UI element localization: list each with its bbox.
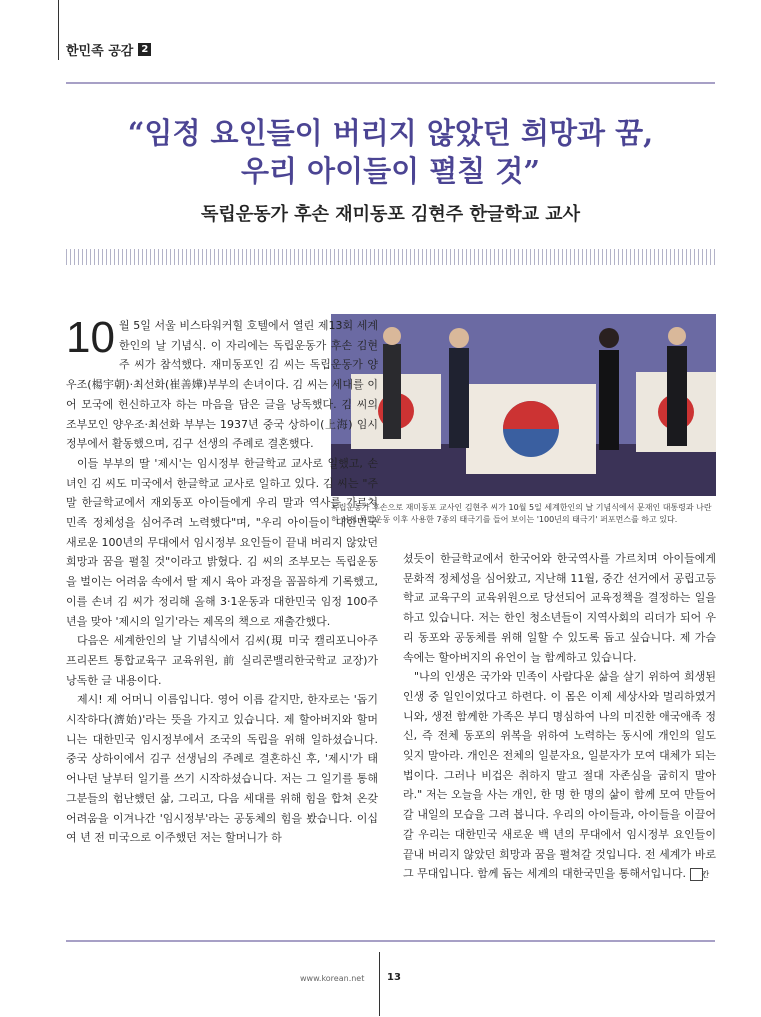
title-line-1: “임정 요인들이 버리지 않았던 희망과 꿈, xyxy=(127,116,654,150)
header-vertical-line xyxy=(58,0,59,60)
article-column-2 xyxy=(403,549,716,884)
section-number: 2 xyxy=(138,43,151,56)
title-line-2: 우리 아이들이 펼칠 것” xyxy=(240,154,541,188)
paragraph-5: 셨듯이 한글학교에서 한국어와 한국역사를 가르치며 아이들에게 문화적 정체성을 심어왔고, 지난해 11월, 중간 선거에서 공립고등학교 교육구의 교육위원으로 당선되어 교육정책을 결정하는 일을 하고 있습니다. 저는 한인 청소년들이 지역사회의 리더가 되어 우리 동포와 공동체를 위해 일할 수 있도록 돕고 싶습니다. 제 가슴 속에는 할아버지의 유언이 늘 함께하고 있습니다. xyxy=(403,552,716,664)
paragraph-1 xyxy=(66,313,378,454)
paragraph-4: 제시! 제 어머니 이름입니다. 영어 이름 같지만, 한자로는 '돕기 시작하다(濟始)'라는 뜻을 가지고 있습니다. 제 할아버지와 할머니는 대한민국 임시정부에서 조국의 독립을 위해 일하셨습니다. 중국 상하이에서 김구 선생님의 주례로 결혼하신 후, '제시'가 태어나던 날부터 일기를 쓰기 시작하셨습니다. 저는 그 일기를 통해 그분들의 험난했던 삶, 그리고, 다음 세대를 위해 힘을 합쳐 온갖 어려움을 이겨나간 '임시정부'라는 공동체의 힘을 봤습니다. 이십여 년 전 미국으로 이주했던 저는 할머니가 하 xyxy=(66,693,378,845)
drop-cap: 10 xyxy=(66,313,115,362)
paragraph-1-text: 월 5일 서울 비스타워커힐 호텔에서 열린 제13회 세계한인의 날 기념식. 이 자리에는 독립운동가 후손 김현주 씨가 참석했다. 재미동포인 김 씨는 독립운동가 양우조(楊宇朝)·최선화(崔善嬅)부부의 손녀이다. 김 씨는 세대를 이어 모국에 헌신하고자 하는 마음을 담은 글을 낭독했다. 김 씨의 조부모인 양우조·최선화 부부는 1937년 중국 상하이(上海) 임시정부에서 활동했으며, 김구 선생의 주례로 결혼했다. xyxy=(66,319,378,451)
section-header xyxy=(66,40,151,59)
footer-rule xyxy=(66,940,715,942)
decorative-hatch-divider xyxy=(66,249,715,265)
paragraph-6 xyxy=(403,667,716,884)
article-subtitle: 독립운동가 후손 재미동포 김현주 한글학교 교사 xyxy=(200,204,581,225)
paragraph-3: 다음은 세계한인의 날 기념식에서 김씨(現 미국 캘리포니아주 프리몬트 통합교육구 교육위원, 前 실리콘밸리한국학교 교장)가 낭독한 글 내용이다. xyxy=(66,634,378,687)
footer-url: www.korean.net xyxy=(300,974,365,983)
section-label: 한민족 공감 xyxy=(66,44,134,59)
article-column-1 xyxy=(66,313,378,848)
footer-divider xyxy=(379,952,380,1016)
paragraph-2: 이들 부부의 딸 '제시'는 임시정부 한글학교 교사로 일했고, 손녀인 김 씨도 미국에서 한글학교 교사로 일하고 있다. 김 씨는 "주말 한글학교에서 재외동포 아이들에게 우리 말과 역사를 가르쳐 민족 정체성을 심어주려 노력했다"며, "우리 아이들이 대한민국 새로운 100년의 무대에서 임시정부 요인들이 끝내 버리지 않았던 희망과 꿈을 펼칠 것"이라고 밝혔다. 김 씨의 조부모는 독립운동을 벌이는 어려움 속에서 딸 제시 육아 과정을 꼼꼼하게 기록했고, 이를 손녀 김 씨가 정리해 올해 3·1운동과 대한민국 임정 100주년을 맞아 '제시의 일기'라는 제목의 책으로 재출간했다. xyxy=(66,456,378,628)
page-number: 13 xyxy=(387,972,401,983)
article-photo xyxy=(331,314,716,496)
end-mark-icon: 칸 xyxy=(690,868,703,881)
article-title xyxy=(66,114,715,190)
ceremony-photo-illustration xyxy=(331,314,716,496)
photo-caption: 독립운동가 후손으로 재미동포 교사인 김현주 씨가 10월 5일 세계한인의 날 기념식에서 문재인 대통령과 나란히 서서 독립운동 이후 사용한 7종의 태극기를 들어 보이는 '100년의 태극기' 퍼포먼스를 하고 있다. xyxy=(331,503,712,524)
header-rule xyxy=(66,82,715,84)
paragraph-6-text: "나의 인생은 국가와 민족이 사람다운 삶을 살기 위하여 희생된 인생 중 일인이었다고 하련다. 이 몸은 이제 세상사와 멀리하였거니와, 생전 함께한 가족은 부디 명심하여 나의 미진한 애국애족 정신, 즉 전체 동포의 위복을 위하여 노력하는 동시에 개인의 일도 잊지 말아라. 개인은 전체의 일분자요, 일분자가 모여 대체가 되는 법이다. 그러나 비겁은 취하지 말고 절대 자존심을 굽히지 말아라." 저는 오늘을 사는 개인, 한 명 한 명의 삶이 함께 모여 만들어 갈 내일의 모습을 그려 봅니다. 우리의 아이들과, 아이들을 이끌어갈 우리는 대한민국 새로운 백 년의 무대에서 임시정부 요인들이 끝내 버리지 않았던 희망과 꿈을 펼쳐갈 것입니다. 전 세계가 바로 그 무대입니다. 함께 돕는 세계의 대한국민을 통해서입니다. xyxy=(403,670,716,881)
